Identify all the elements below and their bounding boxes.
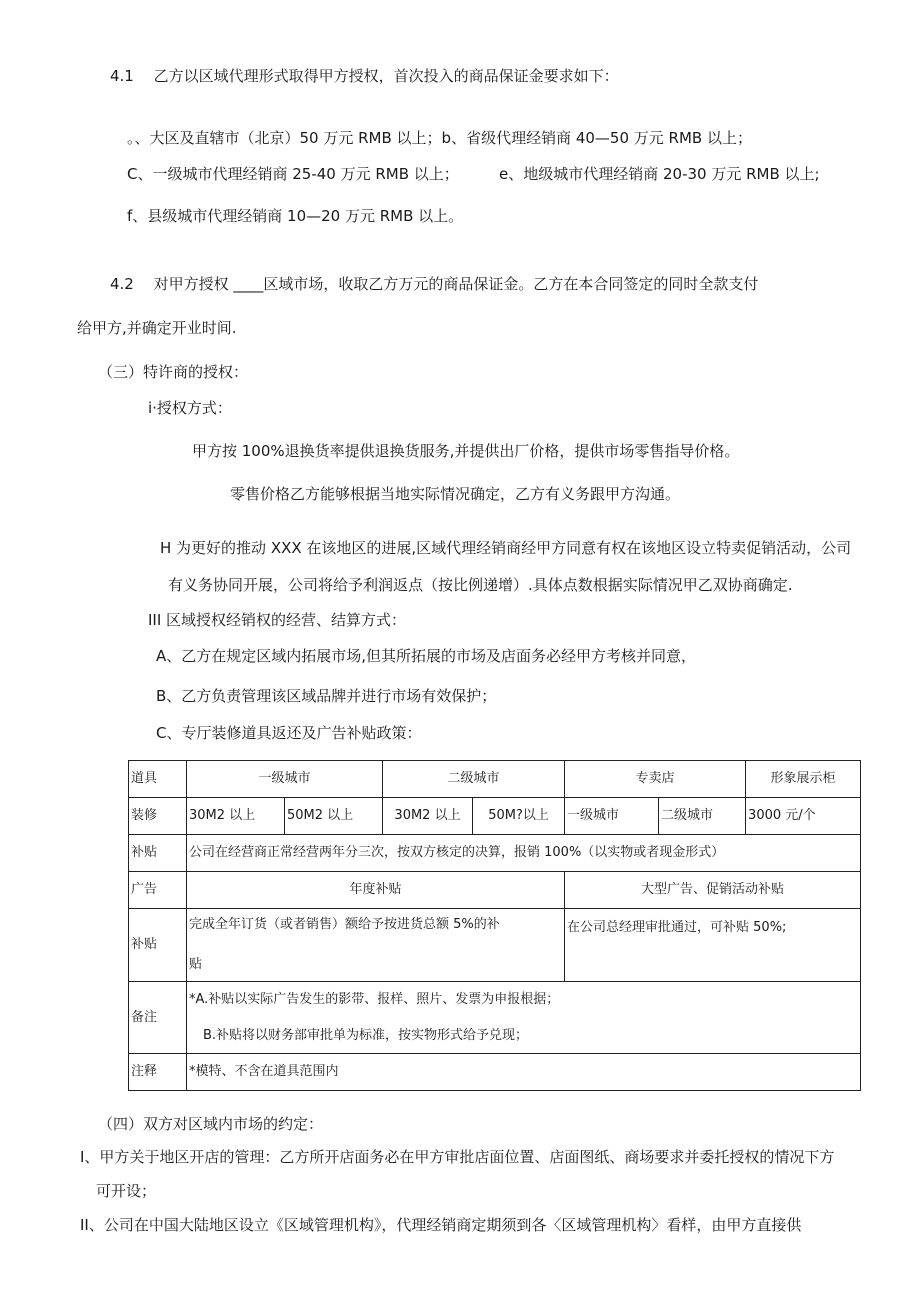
table-cell: 在公司总经理审批通过，可补贴 50%; (565, 909, 861, 982)
header-second-tier-city: 二级城市 (383, 761, 565, 798)
table-cell: 50M?以上 (473, 798, 565, 835)
agreement-item-2: II、公司在中国大陆地区设立《区域管理机构》，代理经销商定期须到各〈区域管理机构〉看样，由甲方直接供 (80, 1216, 802, 1234)
authorization-paragraph-2: 零售价格乙方能够根据当地实际情况确定，乙方有义务跟甲方沟通。 (230, 485, 681, 503)
authorization-method-heading: i·授权方式： (148, 399, 232, 417)
promotion-paragraph-line-1: H 为更好的推动 XXX 在该地区的进展,区域代理经销商经甲方同意有权在该地区设立特卖促销活动，公司 (160, 539, 852, 557)
authorization-paragraph-1: 甲方按 100%退换货率提供退换货服务,并提供出厂价格，提供市场零售指导价格。 (192, 442, 740, 460)
table-row-advertising (129, 872, 861, 909)
table-cell: 年度补贴 (187, 872, 565, 909)
row-label-remark: 注释 (129, 1054, 187, 1091)
header-display-cabinet: 形象展示柜 (746, 761, 861, 798)
deposit-line-1: 。、大区及直辖市（北京）50 万元 RMB 以上；b、省级代理经销商 40—50 万元 RMB 以上； (127, 129, 752, 147)
section-4-1-heading: 4.1 乙方以区域代理形式取得甲方授权，首次投入的商品保证金要求如下： (110, 67, 619, 85)
table-row-decoration (129, 798, 861, 835)
settlement-heading: III 区域授权经销权的经营、结算方式： (148, 611, 407, 629)
section-4-title: （四）双方对区域内市场的约定： (98, 1115, 324, 1133)
header-item: 道具 (129, 761, 187, 798)
row-label-decoration: 装修 (129, 798, 187, 835)
section-4-2-line-1: 4.2 对甲方授权 ____区域市场，收取乙方万元的商品保证金。乙方在本合同签定的同时全款支付 (110, 275, 759, 293)
table-cell: *模特、不含在道具范围内 (187, 1054, 861, 1091)
deposit-line-2b: e、地级城市代理经销商 20-30 万元 RMB 以上; (499, 165, 820, 183)
table-cell: 一级城市 (565, 798, 659, 835)
agreement-item-1-line-1: I、甲方关于地区开店的管理：乙方所开店面务必在甲方审批店面位置、店面图纸、商场要求并委托授权的情况下方 (80, 1148, 835, 1166)
section-4-2-line-2: 给甲方,并确定开业时间. (77, 319, 237, 337)
table-row-remark (129, 1054, 861, 1091)
header-exclusive-store: 专卖店 (565, 761, 746, 798)
annual-subsidy-text-2: 贴 (189, 957, 203, 972)
row-label-subsidy: 补贴 (129, 835, 187, 872)
promotion-paragraph-line-2: 有义务协同开展，公司将给予利润返点（按比例递增）.具体点数根据实际情况甲乙双协商确定. (168, 576, 793, 594)
settlement-item-b: B、乙方负责管理该区域品牌并进行市场有效保护； (156, 687, 497, 705)
annual-subsidy-text-1: 完成全年订货（或者销售）额给予按进货总额 5%的补 (189, 917, 500, 932)
table-row-notes (129, 982, 861, 1054)
table-header-row (129, 761, 861, 798)
table-cell (187, 909, 565, 982)
row-label-notes: 备注 (129, 982, 187, 1054)
table-cell (187, 982, 861, 1054)
table-cell: 30M2 以上 (383, 798, 473, 835)
table-cell: 50M2 以上 (285, 798, 383, 835)
deposit-line-2a: C、一级城市代理经销商 25-40 万元 RMB 以上； (127, 165, 459, 183)
table-cell: 30M2 以上 (187, 798, 285, 835)
section-3-title: （三）特许商的授权： (98, 363, 249, 381)
table-cell: 大型广告、促销活动补贴 (565, 872, 861, 909)
table-cell: 二级城市 (659, 798, 746, 835)
settlement-item-a: A、乙方在规定区域内拓展市场,但其所拓展的市场及店面务必经甲方考核并同意， (156, 647, 697, 665)
settlement-item-c: C、专厅装修道具返还及广告补贴政策： (156, 724, 422, 742)
table-cell: 公司在经营商正常经营两年分三次，按双方核定的决算，报销 100%（以实物或者现金形式） (187, 835, 861, 872)
note-line-2: B.补贴将以财务部审批单为标准，按实物形式给予兑现； (203, 1027, 529, 1043)
note-line-1: *A.补贴以实际广告发生的影带、报样、照片、发票为申报根据； (189, 991, 560, 1007)
row-label-ad-subsidy: 补贴 (129, 909, 187, 982)
header-first-tier-city: 一级城市 (187, 761, 383, 798)
subsidy-policy-table (128, 760, 861, 1091)
table-cell: 3000 元/个 (746, 798, 861, 835)
table-row-ad-subsidy (129, 909, 861, 982)
agreement-item-1-line-2: 可开设； (96, 1182, 157, 1200)
table-row-subsidy (129, 835, 861, 872)
row-label-advertising: 广告 (129, 872, 187, 909)
deposit-line-3: f、县级城市代理经销商 10—20 万元 RMB 以上。 (127, 207, 464, 225)
